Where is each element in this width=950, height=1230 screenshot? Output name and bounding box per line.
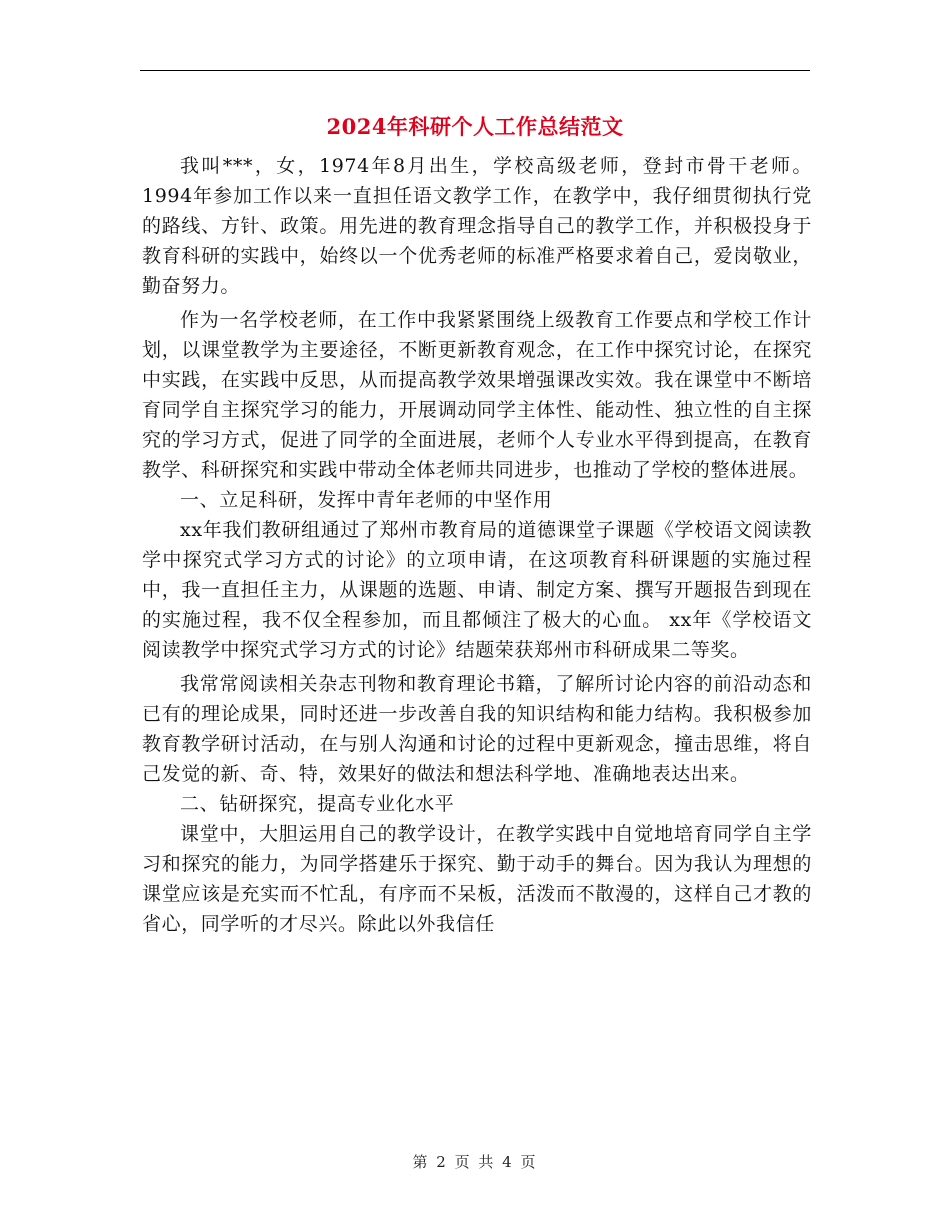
paragraph-work-overview: 作为一名学校老师，在工作中我紧紧围绕上级教育工作要点和学校工作计划，以课堂教学为主要途径，不断更新教育观念，在工作中探究讨论，在探究中实践，在实践中反思，从而提高教学效果增强课改实效。我在课堂中不断培育同学自主探究学习的能力，开展调动同学主体性、能动性、独立性的自主探究的学习方式，促进了同学的全面进展，老师个人专业水平得到提高，在教育教学、科研探究和实践中带动全体老师共同进步，也推动了学校的整体进展。 xyxy=(142,309,812,481)
document-title: 2024年科研个人工作总结范文 xyxy=(326,114,624,139)
document-body xyxy=(142,151,812,939)
paragraph-classroom: 课堂中，大胆运用自己的教学设计，在教学实践中自觉地培育同学自主学习和探究的能力，为同学搭建乐于探究、勤于动手的舞台。因为我认为理想的课堂应该是充实而不忙乱，有序而不呆板，活泼而不散漫的，这样自己才教的省心，同学听的才尽兴。除此以外我信任 xyxy=(142,823,812,935)
paragraph-research-project: xx年我们教研组通过了郑州市教育局的道德课堂子课题《学校语文阅读教学中探究式学习方式的讨论》的立项申请，在这项教育科研课题的实施过程中，我一直担任主力，从课题的选题、申请、制定方案、撰写开题报告到现在的实施过程，我不仅全程参加，而且都倾注了极大的心血。 xx年《学校语文阅读教学中探究式学习方式的讨论》结题荣获郑州市科研成果二等奖。 xyxy=(142,519,812,661)
paragraph-reading-study: 我常常阅读相关杂志刊物和教育理论书籍，了解所讨论内容的前沿动态和已有的理论成果，同时还进一步改善自我的知识结构和能力结构。我积极参加教育教学研讨活动，在与别人沟通和讨论的过程中更新观念，撞击思维，将自己发觉的新、奇、特，效果好的做法和想法科学地、准确地表达出来。 xyxy=(142,673,812,785)
header-rule xyxy=(140,70,810,71)
page-footer: 第 2 页 共 4 页 xyxy=(412,1153,538,1171)
section-heading-2: 二、钻研探究，提高专业化水平 xyxy=(180,793,455,815)
section-heading-1: 一、立足科研，发挥中青年老师的中坚作用 xyxy=(180,489,553,511)
paragraph-intro: 我叫***，女，1974年8月出生，学校高级老师，登封市骨干老师。1994年参加工作以来一直担任语文教学工作，在教学中，我仔细贯彻执行党的路线、方针、政策。用先进的教育理念指导自己的教学工作，并积极投身于教育科研的实践中，始终以一个优秀老师的标准严格要求着自己，爱岗敬业，勤奋努力。 xyxy=(142,155,812,297)
